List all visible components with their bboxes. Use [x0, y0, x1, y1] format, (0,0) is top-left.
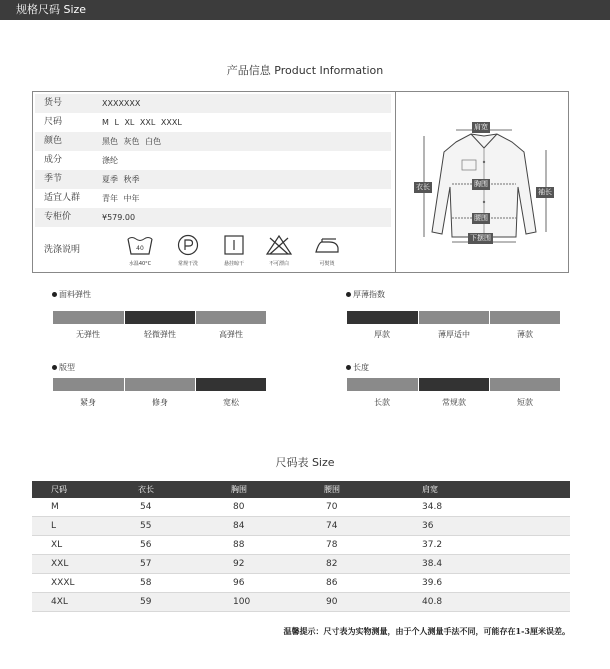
table-cell: 92 — [233, 559, 245, 569]
care-caption: 悬挂晾干 — [223, 261, 244, 267]
attr-segment-active — [196, 378, 266, 391]
hem-tag: 下摆围 — [470, 234, 491, 242]
table-cell: 4XL — [51, 597, 68, 607]
info-row — [35, 151, 391, 170]
attr-segment — [53, 311, 124, 324]
table-cell: 90 — [326, 597, 338, 607]
info-label: 季节 — [44, 174, 63, 184]
info-value: M L XL XXL XXXL — [102, 118, 182, 127]
info-row — [35, 132, 391, 151]
table-cell: L — [51, 521, 57, 531]
attr-segment-active — [347, 311, 418, 324]
iron-icon — [313, 234, 341, 256]
table-cell: 34.8 — [422, 502, 443, 512]
info-row — [35, 94, 391, 113]
attr-option: 宽松 — [223, 398, 239, 407]
table-cell: 57 — [140, 559, 152, 569]
table-row — [32, 574, 570, 593]
attr-option: 无弹性 — [76, 330, 100, 339]
attr-title-text: 长度 — [353, 363, 369, 372]
table-cell: 78 — [326, 540, 338, 550]
attr-segment — [53, 378, 124, 391]
attr-segment-active — [125, 311, 195, 324]
attr-segment — [196, 311, 266, 324]
attr-title-fit — [52, 362, 75, 373]
header-cell: 胸围 — [231, 485, 247, 494]
header-cell: 肩宽 — [422, 485, 438, 494]
attr-title-text: 版型 — [59, 363, 75, 372]
attr-option: 厚款 — [374, 330, 390, 339]
table-cell: 80 — [233, 502, 245, 512]
waist-tag: 腰围 — [474, 214, 488, 222]
size-table-title: 尺码表 Size — [275, 456, 335, 469]
table-cell: 86 — [326, 578, 338, 588]
care-caption: 不可漂白 — [268, 261, 289, 267]
info-label: 颜色 — [44, 136, 63, 146]
table-cell: 36 — [422, 521, 434, 531]
header-bar — [0, 0, 610, 20]
garment-diagram — [395, 92, 568, 272]
length-tag: 衣长 — [416, 183, 430, 191]
attr-option: 短款 — [517, 398, 533, 407]
table-row — [32, 555, 570, 574]
info-value: 青年 中年 — [102, 194, 140, 203]
info-label: 适宜人群 — [44, 193, 81, 203]
table-cell: XXL — [51, 559, 69, 569]
table-cell: 59 — [140, 597, 152, 607]
bullet-icon — [346, 365, 351, 370]
table-cell: 37.2 — [422, 540, 443, 550]
table-cell: 40.8 — [422, 597, 443, 607]
table-cell: 38.4 — [422, 559, 443, 569]
table-cell: 55 — [140, 521, 152, 531]
table-row — [32, 517, 570, 536]
product-info-title: 产品信息 Product Information — [226, 64, 384, 77]
care-caption: 可熨烫 — [319, 261, 335, 267]
attr-title-text: 厚薄指数 — [353, 290, 385, 299]
table-cell: 74 — [326, 521, 338, 531]
table-cell: 84 — [233, 521, 245, 531]
info-label: 货号 — [44, 98, 63, 108]
info-value: 涤纶 — [102, 156, 118, 165]
info-label: 专柜价 — [44, 212, 72, 222]
attr-option: 修身 — [152, 398, 168, 407]
chest-tag: 胸围 — [474, 180, 488, 188]
table-cell: 39.6 — [422, 578, 443, 588]
info-value: 黑色 灰色 白色 — [102, 137, 162, 146]
table-row — [32, 498, 570, 517]
table-cell: M — [51, 502, 59, 512]
hang-dry-icon — [220, 234, 248, 256]
attr-title-thickness — [346, 289, 385, 300]
table-cell: XXXL — [51, 578, 75, 588]
table-cell: 56 — [140, 540, 152, 550]
table-cell: 54 — [140, 502, 152, 512]
bullet-icon — [346, 292, 351, 297]
sleeve-tag: 袖长 — [538, 188, 552, 196]
info-value: XXXXXXX — [102, 99, 141, 108]
table-cell: 100 — [233, 597, 251, 607]
attr-option: 薄款 — [517, 330, 533, 339]
table-row — [32, 536, 570, 555]
table-cell: 82 — [326, 559, 338, 569]
info-label: 成分 — [44, 155, 63, 165]
wash-40-icon — [126, 234, 154, 256]
attr-title-length — [346, 362, 369, 373]
table-cell: XL — [51, 540, 63, 550]
attr-title-elasticity — [52, 289, 91, 300]
attr-option: 薄厚适中 — [438, 330, 470, 339]
attr-segment — [490, 311, 560, 324]
attr-title-text: 面料弹性 — [59, 290, 91, 299]
info-row — [35, 113, 391, 132]
size-note: 温馨提示：尺寸表为实物测量，由于个人测量手法不同，可能存在1-3厘米误差。 — [283, 626, 570, 636]
attr-segment-active — [419, 378, 489, 391]
header-cell: 腰围 — [324, 485, 340, 494]
info-row — [35, 189, 391, 208]
info-value: ¥579.00 — [102, 213, 136, 222]
table-cell: 70 — [326, 502, 338, 512]
bullet-icon — [52, 365, 57, 370]
header-title: 规格尺码 Size — [16, 3, 87, 16]
wash-temp-text: 40 — [136, 245, 144, 252]
care-caption: 常规干洗 — [177, 261, 198, 267]
attr-option: 高弹性 — [219, 330, 243, 339]
header-cell: 尺码 — [51, 485, 67, 494]
product-info-box — [32, 91, 569, 273]
care-label: 洗涤说明 — [44, 245, 81, 255]
attr-segment — [125, 378, 195, 391]
attr-option: 常规款 — [442, 398, 466, 407]
dry-clean-icon — [174, 234, 202, 256]
size-table — [32, 481, 570, 612]
product-info-table — [33, 92, 395, 272]
table-cell: 88 — [233, 540, 245, 550]
size-table-header — [32, 481, 570, 498]
table-cell: 96 — [233, 578, 245, 588]
attr-option: 紧身 — [80, 398, 96, 407]
attr-segment — [419, 311, 489, 324]
info-label: 尺码 — [44, 117, 63, 127]
attr-segment — [347, 378, 418, 391]
header-cell: 衣长 — [138, 485, 154, 494]
table-row — [32, 593, 570, 612]
bullet-icon — [52, 292, 57, 297]
info-value: 夏季 秋季 — [102, 175, 140, 184]
no-bleach-icon — [265, 234, 293, 256]
care-caption: 水温40°C — [128, 261, 152, 267]
table-cell: 58 — [140, 578, 152, 588]
attr-segment — [490, 378, 560, 391]
shoulder-tag: 肩宽 — [474, 123, 488, 131]
attr-option: 轻微弹性 — [144, 330, 176, 339]
attr-option: 长款 — [374, 398, 390, 407]
info-row — [35, 170, 391, 189]
info-row — [35, 208, 391, 227]
